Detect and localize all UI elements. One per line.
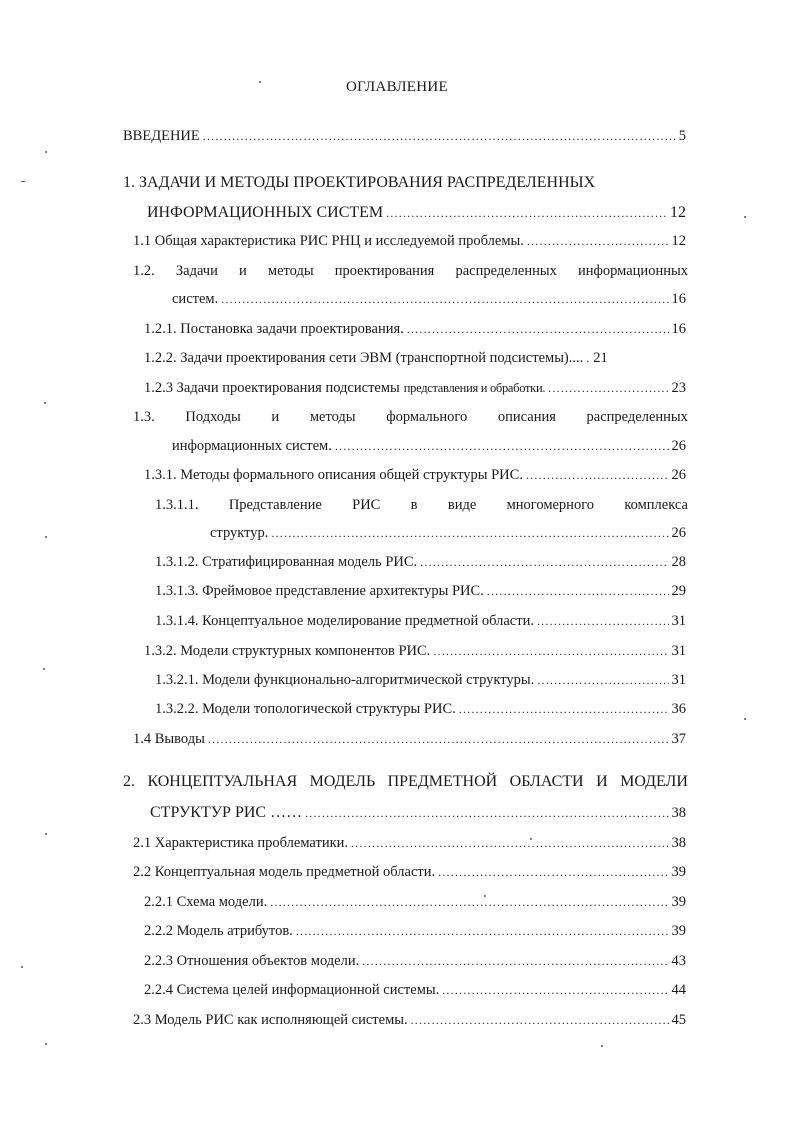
toc-entry-text: 2.2.3 Отношения объектов модели. (144, 953, 360, 969)
toc-entry-intro (123, 125, 686, 147)
toc-leader-dots (296, 920, 669, 942)
toc-page-number: 23 (671, 380, 686, 396)
toc-entry-text: 1.2.2. Задачи проектирования сети ЭВМ (транспортной подсистемы).... (144, 350, 584, 366)
toc-page-number: 26 (671, 525, 686, 541)
toc-leader-dots (586, 347, 590, 369)
toc-page-number: 37 (671, 731, 686, 747)
toc-word: ОБЛАСТИ (509, 773, 584, 790)
toc-entry-2-2 (133, 861, 686, 883)
toc-leader-dots (335, 435, 669, 457)
scan-speck (530, 838, 532, 840)
toc-page-number: 5 (678, 128, 686, 144)
toc-leader-dots (526, 464, 669, 486)
toc-word: многомерного (506, 497, 595, 513)
toc-word: И (596, 773, 608, 790)
toc-entry-text: 1.2.3 Задачи проектирования подсистемы (144, 380, 400, 396)
toc-entry-text: структур. (210, 525, 269, 541)
toc-word: 1.2. (133, 263, 155, 279)
toc-entry-text: ВВЕДЕНИЕ (123, 128, 200, 144)
toc-leader-dots (362, 950, 668, 972)
toc-word: ПРЕДМЕТНОЙ (387, 773, 498, 790)
toc-leader-dots (407, 318, 669, 340)
toc-page-number: 12 (670, 204, 686, 221)
scan-speck (744, 718, 746, 720)
toc-word: 1.3.1.1. (155, 497, 199, 513)
toc-page-number: 21 (593, 350, 608, 366)
toc-entry-2-1 (133, 832, 686, 854)
toc-chapter-2-title-line2 (150, 802, 686, 824)
toc-word: МОДЕЛИ (620, 773, 688, 790)
toc-word: и (239, 263, 247, 279)
toc-entry-text: 1.2.1. Постановка задачи проектирования. (144, 321, 404, 337)
toc-entry-text: систем. (172, 291, 219, 307)
toc-word: МОДЕЛЬ (309, 773, 376, 790)
toc-leader-dots (208, 728, 669, 750)
toc-entry-1-3-line2 (172, 435, 686, 457)
toc-leader-dots (221, 288, 668, 310)
toc-entry-1-1 (133, 230, 686, 252)
toc-word: РИС (352, 497, 381, 513)
toc-entry-2-2-3 (144, 950, 686, 972)
toc-leader-dots (271, 522, 668, 544)
toc-leader-dots (548, 377, 668, 399)
toc-leader-dots (420, 551, 668, 573)
scan-speck (45, 833, 47, 835)
toc-entry-text: информационных систем. (172, 438, 332, 454)
toc-page-number: 16 (671, 291, 686, 307)
toc-word: проектирования (334, 263, 435, 279)
toc-word: и (271, 409, 280, 425)
toc-entry-2-2-4 (144, 979, 686, 1001)
toc-entry-2-2-1 (144, 891, 686, 913)
toc-entry-text: 2.2 Концептуальная модель предметной области. (133, 864, 436, 880)
toc-chapter-1-title-line2 (147, 202, 686, 224)
toc-entry-1-3-1-3 (155, 580, 686, 602)
toc-entry-1-2-line2 (172, 288, 686, 310)
toc-page-number: 26 (671, 467, 686, 483)
toc-leader-dots (537, 610, 669, 632)
toc-word: виде (447, 497, 477, 513)
toc-page-number: 38 (671, 835, 686, 851)
toc-word: Представление (228, 497, 322, 513)
toc-chapter-2-title-line1 (123, 771, 688, 793)
toc-page-number: 39 (671, 923, 686, 939)
toc-entry-text: СТРУКТУР РИС …… (150, 804, 303, 821)
toc-entry-text: 1.3.1.2. Стратифицированная модель РИС. (155, 554, 418, 570)
scan-speck (43, 668, 45, 670)
toc-word: информационных (577, 263, 688, 279)
toc-leader-dots (438, 861, 668, 883)
toc-entry-1-3-1-1-line2 (210, 522, 686, 544)
toc-word: распределенных (455, 263, 557, 279)
toc-word: 1.3. (133, 409, 155, 425)
toc-word: Подходы (185, 409, 241, 425)
toc-word: методы (267, 263, 314, 279)
toc-entry-text: 1.4 Выводы (133, 731, 205, 747)
toc-entry-text: 1.3.2. Модели структурных компонентов РИС. (144, 643, 431, 659)
toc-leader-dots (305, 802, 668, 824)
toc-entry-1-2-2 (144, 347, 686, 369)
scan-speck (744, 216, 746, 218)
toc-leader-dots (270, 891, 668, 913)
toc-entry-text: 2.2.4 Система целей информационной системы. (144, 982, 440, 998)
toc-entry-text: 1.3.1.4. Концептуальное моделирование предметной области. (155, 613, 534, 629)
toc-word: КОНЦЕПТУАЛЬНАЯ (147, 773, 298, 790)
document-title: ОГЛАВЛЕНИЕ (346, 79, 448, 95)
toc-entry-text: 2.2.1 Схема модели. (144, 894, 268, 910)
toc-word: распределенных (586, 409, 688, 425)
toc-page-number: 45 (671, 1012, 686, 1028)
toc-entry-text: 1.3.1. Методы формального описания общей структуры РИС. (144, 467, 523, 483)
toc-entry-2-2-2 (144, 920, 686, 942)
toc-leader-dots (386, 202, 667, 224)
toc-page-number: 31 (671, 613, 686, 629)
toc-leader-dots (527, 230, 669, 252)
scan-speck (21, 181, 25, 182)
toc-page-number: 38 (671, 805, 686, 821)
toc-page-number: 28 (671, 554, 686, 570)
scan-speck (45, 151, 47, 153)
toc-entry-1-2-line1 (133, 260, 688, 282)
toc-entry-1-3-2 (144, 640, 686, 662)
toc-entry-1-3-1 (144, 464, 686, 486)
toc-page-number: 12 (671, 233, 686, 249)
toc-leader-dots (411, 1009, 669, 1031)
toc-entry-text: ИНФОРМАЦИОННЫХ СИСТЕМ (147, 204, 384, 221)
toc-leader-dots (203, 125, 676, 147)
toc-entry-1-4 (133, 728, 686, 750)
toc-page-number: 29 (671, 583, 686, 599)
scan-speck (21, 966, 23, 968)
toc-entry-text: 2.1 Характеристика проблематики. (133, 835, 349, 851)
toc-word: описания (497, 409, 556, 425)
toc-leader-dots (487, 580, 669, 602)
toc-word: методы (309, 409, 356, 425)
toc-page-number: 31 (671, 672, 686, 688)
toc-entry-1-3-1-1-line1 (155, 494, 688, 516)
scan-speck (259, 81, 261, 83)
toc-entry-text: 2.3 Модель РИС как исполняющей системы. (133, 1012, 408, 1028)
toc-word: 2. (123, 773, 135, 790)
toc-page-number: 16 (671, 321, 686, 337)
toc-entry-text: 2.2.2 Модель атрибутов. (144, 923, 293, 939)
toc-leader-dots (537, 669, 668, 691)
toc-page-number: 39 (671, 894, 686, 910)
scan-speck (45, 536, 47, 538)
toc-page-number: 36 (671, 701, 686, 717)
toc-entry-1-2-3 (144, 377, 686, 399)
toc-leader-dots (442, 979, 668, 1001)
scan-speck (45, 1043, 47, 1045)
scan-speck (601, 1045, 603, 1047)
toc-page-number: 44 (671, 982, 686, 998)
toc-entry-text: 1.3.2.2. Модели топологической структуры РИС. (155, 701, 456, 717)
toc-entry-1-3-1-4 (155, 610, 686, 632)
toc-leader-dots (433, 640, 668, 662)
toc-word: формального (386, 409, 468, 425)
scan-speck (44, 402, 46, 404)
toc-leader-dots (459, 698, 669, 720)
toc-entry-text: 1.3.2.1. Модели функционально-алгоритмической структуры. (155, 672, 535, 688)
toc-word: комплекса (624, 497, 688, 513)
toc-page-number: 43 (671, 953, 686, 969)
toc-chapter-1-title-line1: 1. ЗАДАЧИ И МЕТОДЫ ПРОЕКТИРОВАНИЯ РАСПРЕДЕЛЕННЫХ (123, 174, 596, 191)
toc-entry-2-3 (133, 1009, 686, 1031)
scan-speck (484, 895, 486, 897)
toc-entry-text: 1.3.1.3. Фреймовое представление архитектуры РИС. (155, 583, 484, 599)
toc-word: в (410, 497, 418, 513)
toc-page-number: 31 (671, 643, 686, 659)
toc-page-number: 39 (671, 864, 686, 880)
toc-leader-dots (351, 832, 668, 854)
toc-entry-1-3-2-2 (155, 698, 686, 720)
toc-page-number: 26 (671, 438, 686, 454)
toc-entry-1-3-1-2 (155, 551, 686, 573)
toc-word: Задачи (175, 263, 218, 279)
toc-entry-1-3-2-1 (155, 669, 686, 691)
toc-entry-text-small: представления и обработки. (403, 381, 546, 395)
toc-entry-text: 1.1 Общая характеристика РИС РНЦ и исследуемой проблемы. (133, 233, 524, 249)
toc-entry-1-2-1 (144, 318, 686, 340)
toc-entry-1-3-line1 (133, 406, 688, 428)
